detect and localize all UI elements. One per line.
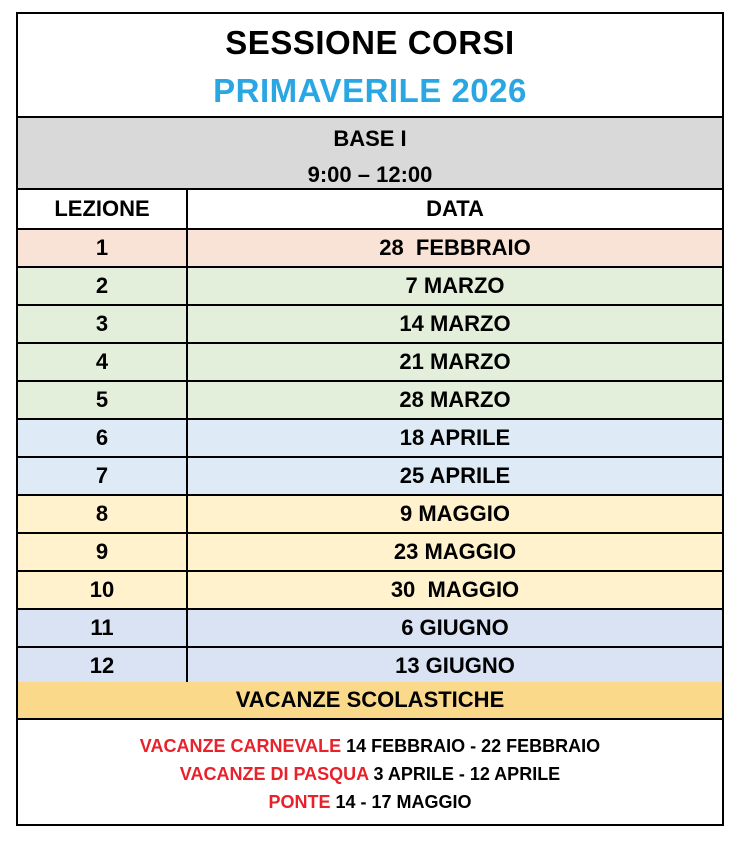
schedule-sheet [16, 12, 724, 826]
holiday-label: VACANZE CARNEVALE [139, 736, 342, 756]
lesson-number: 5 [18, 382, 188, 418]
course-block [18, 118, 722, 190]
lesson-number: 7 [18, 458, 188, 494]
holiday-carnival [18, 736, 722, 757]
lesson-date: 6 GIUGNO [401, 615, 509, 640]
table-row [18, 534, 722, 572]
table-row [18, 458, 722, 496]
course-time: 9:00 – 12:00 [307, 162, 433, 187]
holidays-heading: VACANZE SCOLASTICHE [18, 682, 722, 720]
lesson-date: 13 GIUGNO [395, 653, 515, 678]
lesson-number: 10 [18, 572, 188, 608]
table-row [18, 382, 722, 420]
table-row [18, 230, 722, 268]
table-row [18, 306, 722, 344]
holiday-dates: 14 FEBBRAIO - 22 FEBBRAIO [341, 736, 601, 756]
lesson-number: 9 [18, 534, 188, 570]
holidays-list [18, 720, 722, 824]
holiday-bridge [18, 792, 722, 813]
holiday-label: PONTE [268, 792, 336, 812]
table-row [18, 648, 722, 686]
lesson-number: 12 [18, 648, 188, 684]
header-lesson: LEZIONE [18, 190, 188, 228]
lesson-number: 1 [18, 230, 188, 266]
lesson-date: 7 MARZO [405, 273, 505, 298]
title-season: PRIMAVERILE 2026 [213, 72, 527, 109]
lesson-date: 18 APRILE [399, 425, 511, 450]
course-name: BASE I [333, 126, 407, 151]
table-row [18, 420, 722, 458]
lesson-date: 28 MARZO [399, 387, 511, 412]
table-header [18, 190, 722, 230]
table-row [18, 610, 722, 648]
table-row [18, 268, 722, 306]
holiday-dates: 3 APRILE - 12 APRILE [368, 764, 561, 784]
title-main: SESSIONE CORSI [225, 24, 515, 61]
lesson-date: 25 APRILE [399, 463, 511, 488]
title-block [18, 14, 722, 118]
lesson-date: 28 FEBBRAIO [379, 235, 531, 260]
lesson-date: 9 MAGGIO [399, 501, 510, 526]
lesson-number: 3 [18, 306, 188, 342]
lesson-number: 2 [18, 268, 188, 304]
lesson-number: 11 [18, 610, 188, 646]
lesson-date: 30 MAGGIO [390, 577, 520, 602]
table-row [18, 496, 722, 534]
holiday-label: VACANZE DI PASQUA [179, 764, 369, 784]
holiday-dates: 14 - 17 MAGGIO [335, 792, 472, 812]
lesson-number: 8 [18, 496, 188, 532]
lesson-date: 14 MARZO [399, 311, 511, 336]
lesson-date: 21 MARZO [399, 349, 511, 374]
table-row [18, 344, 722, 382]
lesson-number: 6 [18, 420, 188, 456]
holiday-easter [18, 764, 722, 785]
header-date: DATA [426, 196, 484, 221]
lesson-number: 4 [18, 344, 188, 380]
table-row [18, 572, 722, 610]
lesson-date: 23 MAGGIO [393, 539, 517, 564]
